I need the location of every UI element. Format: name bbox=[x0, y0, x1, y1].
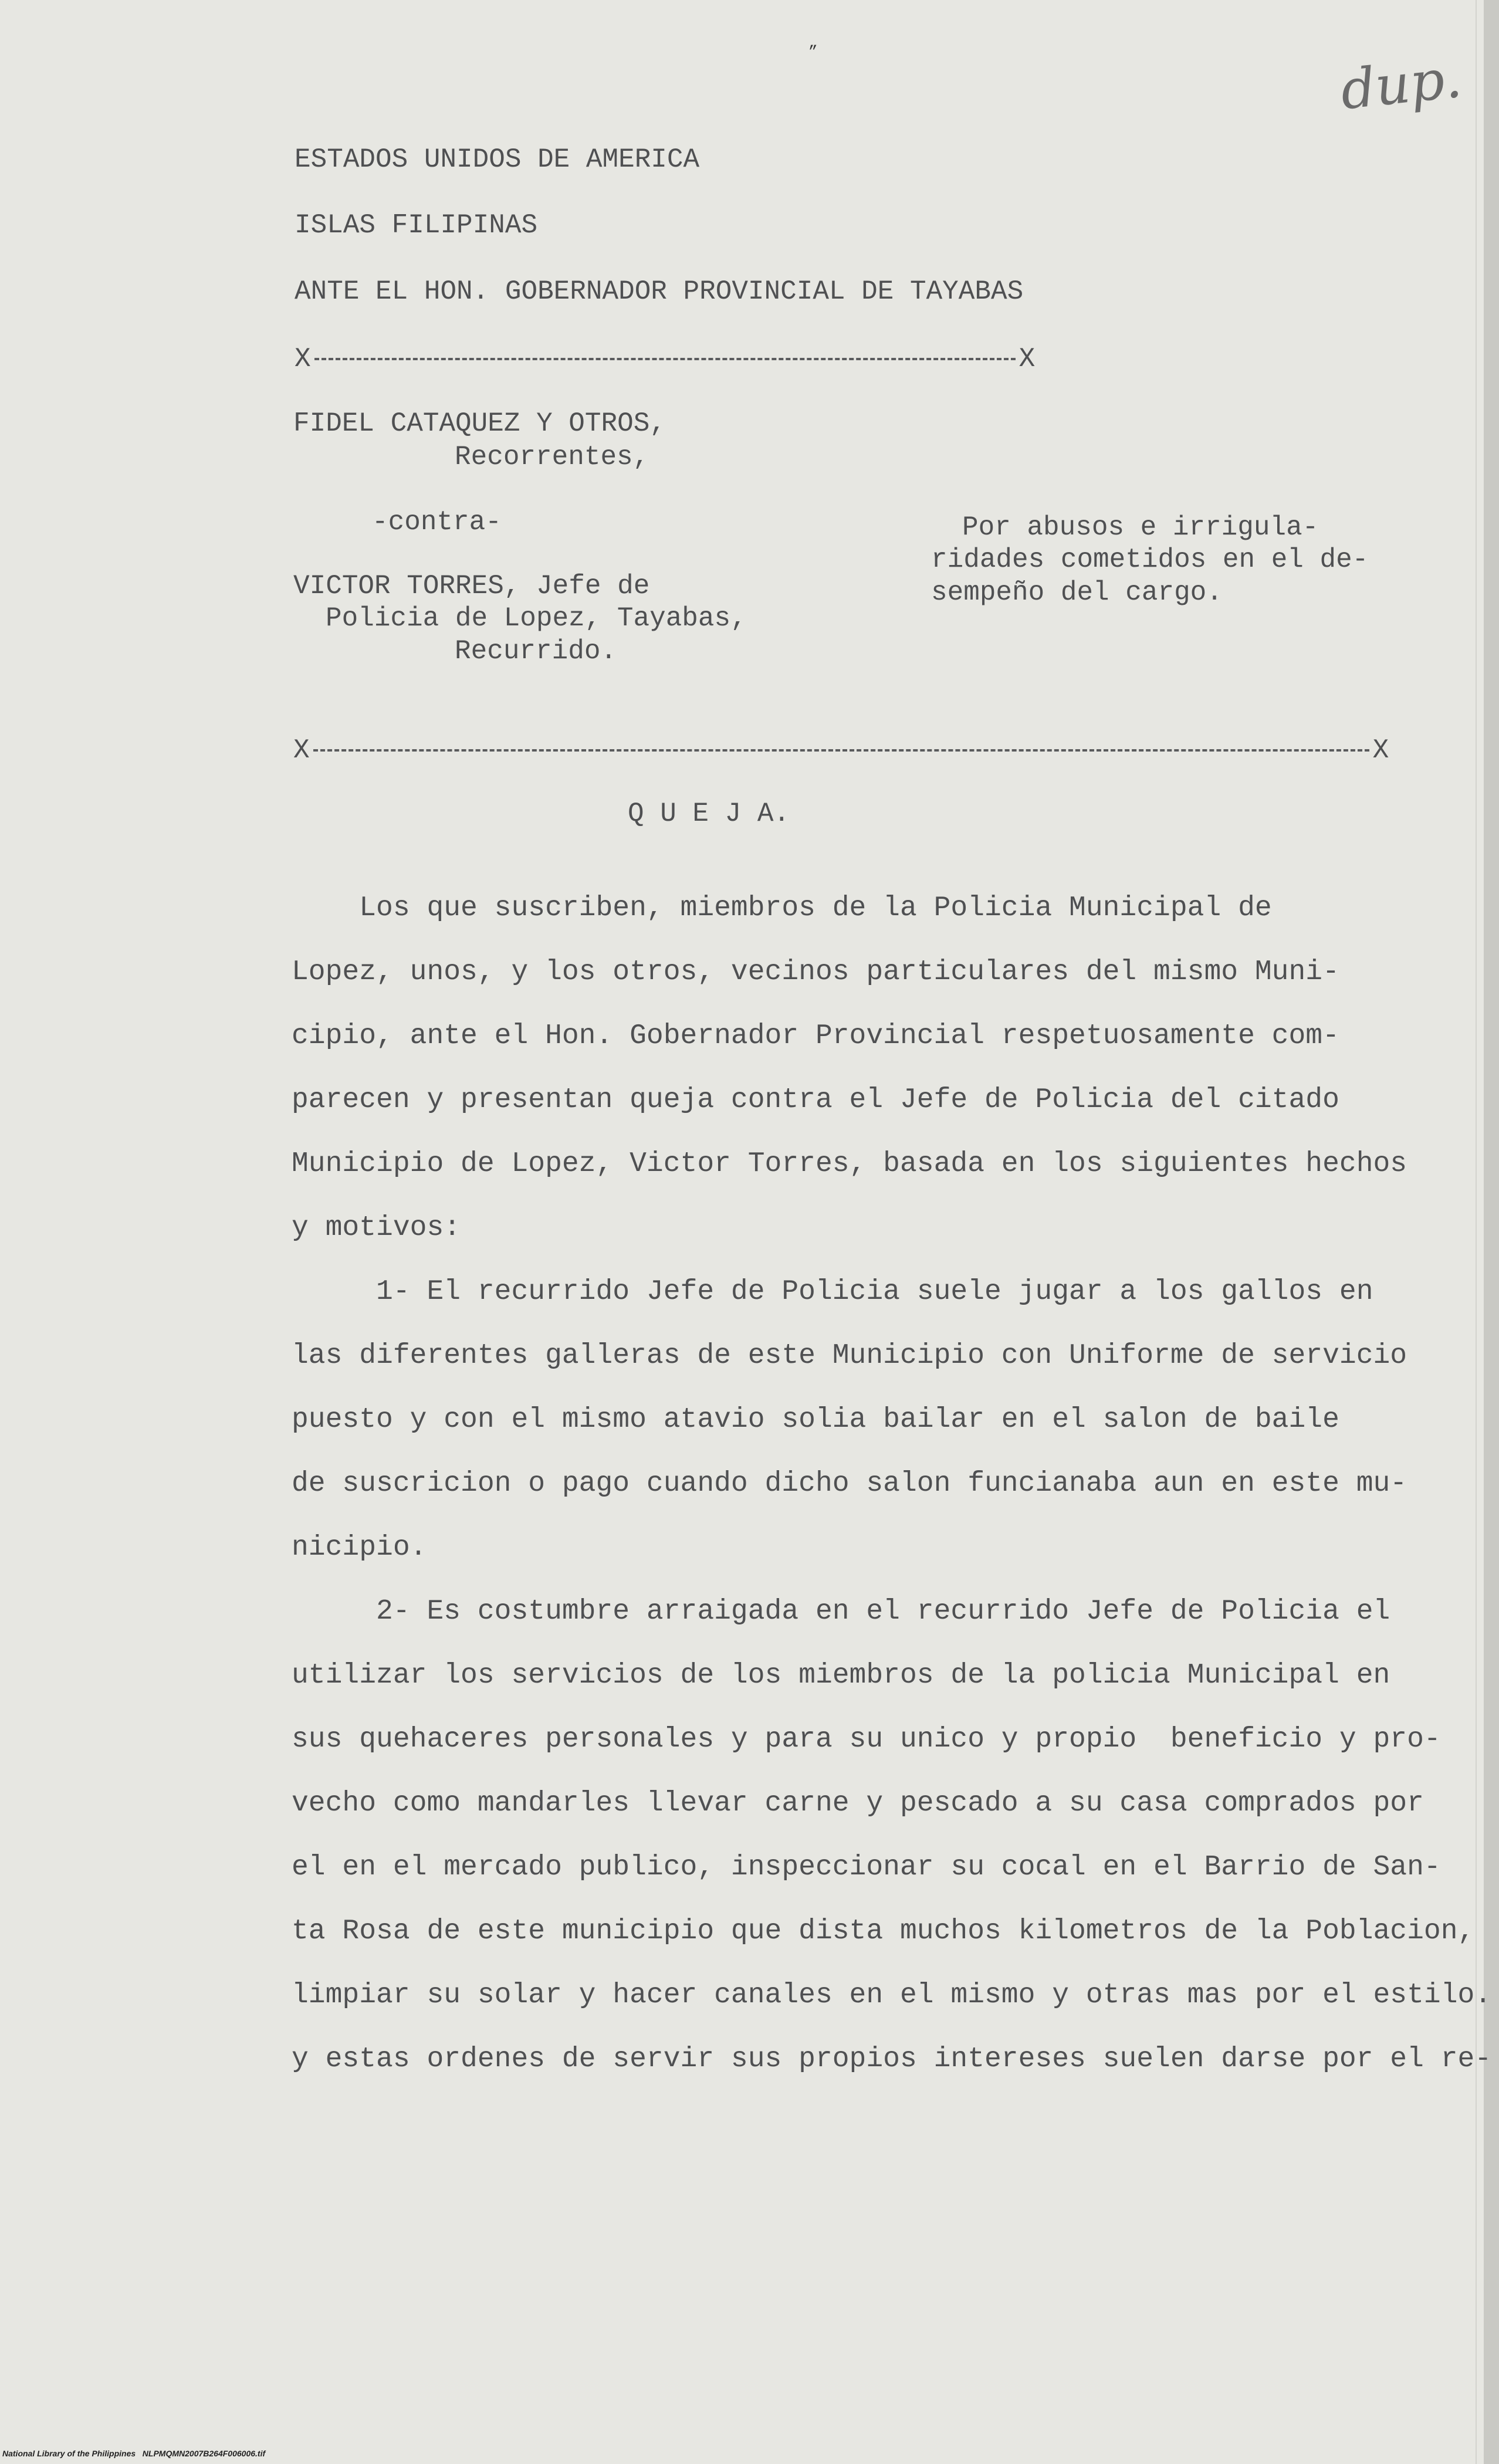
separator-dashes bbox=[314, 358, 1016, 360]
versus: -contra- bbox=[372, 507, 502, 537]
body-line: y motivos: bbox=[292, 1212, 461, 1244]
top-mark: „ bbox=[808, 34, 818, 52]
document-title: Q U E J A. bbox=[628, 798, 790, 829]
body-line: puesto y con el mismo atavio solia bailar en el salon de baile bbox=[292, 1404, 1339, 1436]
header-islands: ISLAS FILIPINAS bbox=[295, 210, 538, 241]
petitioners-role: Recorrentes, bbox=[455, 442, 649, 472]
body-line: sus quehaceres personales y para su unico y propio beneficio y pro- bbox=[292, 1724, 1441, 1755]
body-line: 2- Es costumbre arraigada en el recurrido Jefe de Policia el bbox=[292, 1596, 1390, 1627]
separator-x-right: X bbox=[1018, 344, 1036, 374]
body-line: nicipio. bbox=[292, 1532, 427, 1563]
separator-dashes bbox=[313, 749, 1369, 752]
body-line: Lopez, unos, y los otros, vecinos particulares del mismo Muni- bbox=[292, 956, 1339, 988]
body-line: ta Rosa de este municipio que dista muchos kilometros de la Poblacion, bbox=[292, 1915, 1475, 1947]
body-line: vecho como mandarles llevar carne y pescado a su casa comprados por bbox=[292, 1788, 1424, 1819]
body-line: de suscricion o pago cuando dicho salon funcianaba aun en este mu- bbox=[292, 1468, 1407, 1500]
respondent-role: Recurrido. bbox=[455, 636, 617, 666]
respondent-line2: Policia de Lopez, Tayabas, bbox=[326, 603, 747, 634]
body-line: y estas ordenes de servir sus propios intereses suelen darse por el re- bbox=[292, 2043, 1492, 2075]
handwritten-annotation: dup. bbox=[1337, 46, 1465, 122]
separator-x-right: X bbox=[1372, 735, 1389, 766]
body-line: las diferentes galleras de este Municipio con Uniforme de servicio bbox=[292, 1340, 1407, 1372]
body-line: 1- El recurrido Jefe de Policia suele jugar a los gallos en bbox=[292, 1276, 1373, 1308]
body-line: utilizar los servicios de los miembros de la policia Municipal en bbox=[292, 1660, 1390, 1691]
scan-edge bbox=[1484, 0, 1499, 2464]
separator-x-left: X bbox=[295, 344, 311, 374]
caption-separator-top bbox=[295, 344, 1035, 374]
scan-edge-line bbox=[1476, 0, 1477, 2464]
header-country: ESTADOS UNIDOS DE AMERICA bbox=[295, 144, 700, 175]
separator-x-left: X bbox=[293, 735, 310, 766]
body-line: Los que suscriben, miembros de la Policia Municipal de bbox=[292, 892, 1272, 924]
scan-footer: National Library of the Philippines NLPMQMN2007B264F006006.tif bbox=[2, 2449, 266, 2458]
body-line: limpiar su solar y hacer canales en el mismo y otras mas por el estilo. bbox=[292, 1979, 1492, 2011]
caption-separator-bottom bbox=[293, 735, 1389, 766]
body-line: parecen y presentan queja contra el Jefe de Policia del citado bbox=[292, 1084, 1339, 1116]
subject-line-3: sempeño del cargo. bbox=[931, 577, 1223, 608]
body-line: cipio, ante el Hon. Gobernador Provincial respetuosamente com- bbox=[292, 1020, 1339, 1052]
subject-line-2: ridades cometidos en el de- bbox=[931, 544, 1369, 575]
petitioners: FIDEL CATAQUEZ Y OTROS, bbox=[293, 408, 666, 439]
subject-line-1: Por abusos e irrigula- bbox=[962, 512, 1319, 543]
header-addressee: ANTE EL HON. GOBERNADOR PROVINCIAL DE TAYABAS bbox=[295, 276, 1024, 307]
body-line: Municipio de Lopez, Victor Torres, basada en los siguientes hechos bbox=[292, 1148, 1407, 1180]
respondent: VICTOR TORRES, Jefe de bbox=[293, 571, 650, 601]
body-line: el en el mercado publico, inspeccionar su cocal en el Barrio de San- bbox=[292, 1852, 1441, 1883]
